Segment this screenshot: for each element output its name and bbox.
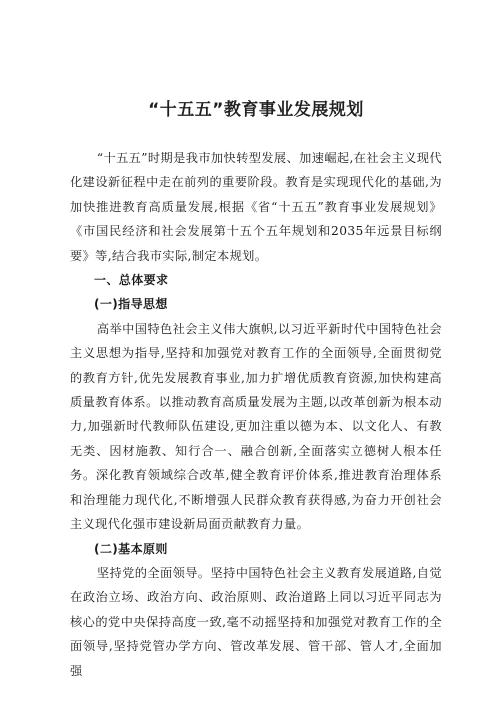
subsection-heading-basic-principles: (二)基本原则 [94,541,168,556]
guiding-ideology-paragraph: 高举中国特色社会主义伟大旗帜,以习近平新时代中国特色社会主义思想为指导,坚持和加强党对教育工作的全面领导,全面贯彻党的教育方针,优先发展教育事业,加力扩增优质教育资源,加快构建高质量教育体系。以推动教育高质量发展为主题,以改革创新为根本动力,加强新时代教师队伍建设,更加注重以德为本、以文化人、有教无类、因材施教、知行合一、融合创新,全面落实立德树人根本任务。深化教育领域综合改革,健全教育评价体系,推进教育治理体系和治理能力现代化,不断增强人民群众教育获得感,为奋力开创社会主义现代化强市建设新局面贡献教育力量。 [70,321,442,532]
document-title: “十五五”教育事业发展规划 [148,100,364,120]
document-body [70,146,442,683]
section-heading-general-requirements: 一、总体要求 [94,273,169,288]
basic-principles-paragraph: 坚持党的全面领导。坚持中国特色社会主义教育发展道路,自觉在政治立场、政治方向、政治原则、政治道路上同以习近平同志为核心的党中央保持高度一致,毫不动摇坚持和加强党对教育工作的全面领导,坚持党管办学方向、管改革发展、管干部、管人才,全面加强 [70,565,442,678]
subsection-heading-guiding-ideology: (一)指导思想 [94,297,168,312]
intro-paragraph: “十五五”时期是我市加快转型发展、加速崛起,在社会主义现代化建设新征程中走在前列的重要阶段。教育是实现现代化的基础,为加快推进教育高质量发展,根据《省“十五五”教育事业发展规划》《市国民经济和社会发展第十五个五年规划和2035年远景目标纲要》等,结合我市实际,制定本规划。 [70,151,442,263]
